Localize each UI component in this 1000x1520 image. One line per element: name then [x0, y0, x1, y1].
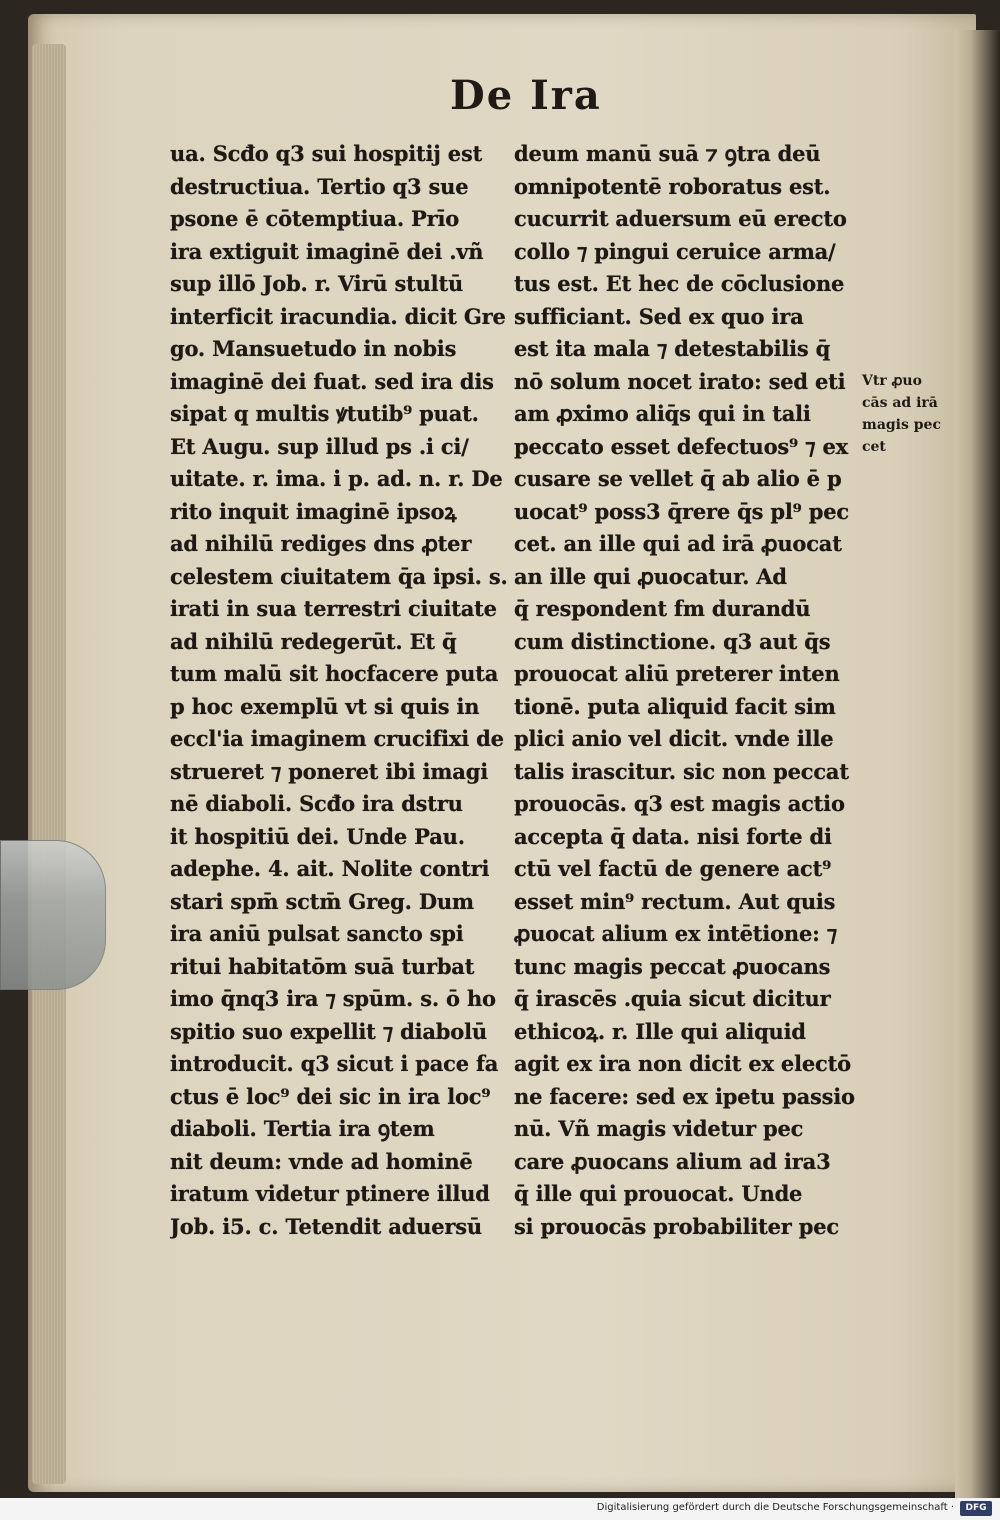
text-line: ctū vel factū de genere act⁹ — [514, 856, 832, 881]
text-line: tus est. Et hec de cōclusione — [514, 271, 845, 296]
text-line: ritui habitatōm suā turbat — [170, 953, 475, 979]
text-line: plici anio vel dicit. vnde ille — [514, 726, 834, 751]
text-line: agit ex ira non dicit ex electō — [514, 1051, 851, 1076]
text-line: prouocat aliū preterer inten — [514, 661, 840, 686]
text-line: cum distinctione. q3 aut q̄s — [514, 628, 831, 654]
text-line: it hospitiū dei. Unde Pau. — [170, 823, 465, 849]
text-line: ꝓuocat alium ex intētione: ⁊ — [514, 921, 838, 946]
text-line: nō solum nocet irato: sed eti — [514, 368, 846, 394]
text-line: ne facere: sed ex ipetu passio — [514, 1083, 855, 1109]
text-line: tunc magis peccat ꝓuocans — [514, 953, 831, 979]
dfg-logo: DFG — [960, 1501, 992, 1516]
text-line: nit deum: vnde ad hominē — [170, 1148, 473, 1174]
text-line: ira extiguit imaginē dei .vñ — [170, 238, 484, 264]
text-line: omnipotentē roboratus est. — [514, 173, 831, 199]
text-line: ctus ē loc⁹ dei sic in ira loc⁹ — [170, 1083, 491, 1109]
text-line: p hoc exemplū vt si quis in — [170, 693, 480, 719]
marginal-line: cās ad irā — [862, 395, 938, 411]
text-line: deum manū suā ⁊ ꝯtra deū — [514, 141, 821, 166]
marginal-line: cet — [862, 439, 886, 455]
text-line: an ille qui ꝓuocatur. Ad — [514, 563, 787, 589]
text-line: uitate. r. ima. i p. ad. n. r. De — [170, 466, 503, 491]
running-head: De Ira — [450, 72, 602, 119]
text-line: cucurrit aduersum eū erecto — [514, 206, 847, 231]
text-line: rito inquit imaginē ipsoꝝ — [170, 498, 457, 524]
adjacent-page-edge — [955, 30, 1000, 1498]
text-line: psone ē cōtemptiua. Prīo — [170, 206, 460, 231]
text-line: sufficiant. Sed ex quo ira — [514, 303, 804, 329]
text-line: accepta q̄ data. nisi forte di — [514, 823, 832, 849]
text-line: Et Augu. sup illud ps .i ci/ — [170, 433, 469, 459]
text-line: tum malū sit hocfacere puta — [170, 661, 499, 686]
text-line: eccl'ia imaginem crucifixi de — [170, 726, 504, 751]
text-line: stari spm̄ sctm̄ Greg. Dum — [170, 888, 474, 914]
text-line: collo ⁊ pingui ceruice arma/ — [514, 238, 836, 264]
text-line: ad nihilū redegerūt. Et q̄ — [170, 628, 457, 654]
text-line: imo q̄nq3 ira ⁊ spūm. s. ō ho — [170, 986, 496, 1011]
text-line: iratum videtur ptinere illud — [170, 1181, 490, 1206]
text-line: celestem ciuitatem q̄a ipsi. s. — [170, 563, 508, 589]
text-line: est ita mala ⁊ detestabilis q̄ — [514, 336, 831, 361]
text-line: q̄ ille qui prouocat. Unde — [514, 1181, 803, 1206]
text-line: introducit. q3 sicut i pace fa — [170, 1051, 499, 1076]
text-line: talis irascitur. sic non peccat — [514, 758, 849, 784]
marginal-line: magis pec — [862, 417, 941, 433]
text-line: si prouocās probabiliter pec — [514, 1213, 839, 1239]
text-line: sup illō Job. r. Virū stultū — [170, 271, 464, 296]
text-line: imaginē dei fuat. sed ira dis — [170, 368, 494, 394]
text-line: irati in sua terrestri ciuitate — [170, 596, 497, 621]
text-line: ethicoꝝ. r. Ille qui aliquid — [514, 1018, 806, 1044]
marginal-line: Vtr ꝓuo — [862, 373, 922, 389]
text-line: Job. i5. c. Tetendit aduersū — [170, 1213, 482, 1239]
text-line: nū. Vñ magis videtur pec — [514, 1116, 804, 1141]
footer-credit: Digitalisierung gefördert durch die Deutsche Forschungsgemeinschaft · — [596, 1502, 954, 1513]
text-line: ira aniū pulsat sancto spi — [170, 921, 464, 946]
footer-bar — [0, 1498, 1000, 1520]
text-line: ad nihilū rediges dns ꝓter — [170, 531, 472, 556]
text-line: care ꝓuocans alium ad ira3 — [514, 1148, 831, 1174]
text-line: q̄ respondent fm durandū — [514, 596, 811, 621]
marginal-note — [862, 370, 958, 458]
page-clip — [0, 840, 106, 990]
text-line: spitio suo expellit ⁊ diabolū — [170, 1018, 487, 1044]
text-line: ua. Scđo q3 sui hospitij est — [170, 141, 483, 166]
text-line: uocat⁹ poss3 q̄rere q̄s pl⁹ pec — [514, 498, 849, 524]
text-line: destructiua. Tertio q3 sue — [170, 173, 469, 199]
text-line: go. Mansuetudo in nobis — [170, 336, 457, 361]
right-text-column — [514, 138, 874, 1243]
text-line: diaboli. Tertia ira ꝯtem — [170, 1116, 435, 1141]
text-line: adephe. 4. ait. Nolite contri — [170, 856, 490, 881]
text-line: am ꝓximo aliq̄s qui in tali — [514, 401, 811, 426]
text-line: interficit iracundia. dicit Gre — [170, 303, 506, 329]
text-line: q̄ irascēs .quia sicut dicitur — [514, 986, 831, 1011]
text-line: sipat q multis ꝟtutib⁹ puat. — [170, 401, 479, 426]
text-line: esset min⁹ rectum. Aut quis — [514, 888, 836, 914]
left-text-column — [170, 138, 530, 1243]
text-line: cusare se vellet q̄ ab alio ē p — [514, 466, 842, 491]
text-line: prouocās. q3 est magis actio — [514, 791, 845, 816]
text-line: tionē. puta aliquid facit sim — [514, 693, 836, 719]
text-line: cet. an ille qui ad irā ꝓuocat — [514, 531, 842, 556]
text-line: strueret ⁊ poneret ibi imagi — [170, 758, 488, 784]
text-line: nē diaboli. Scđo ira dstru — [170, 791, 463, 816]
page-edges — [32, 44, 66, 1484]
text-line: peccato esset defectuos⁹ ⁊ ex — [514, 433, 848, 459]
